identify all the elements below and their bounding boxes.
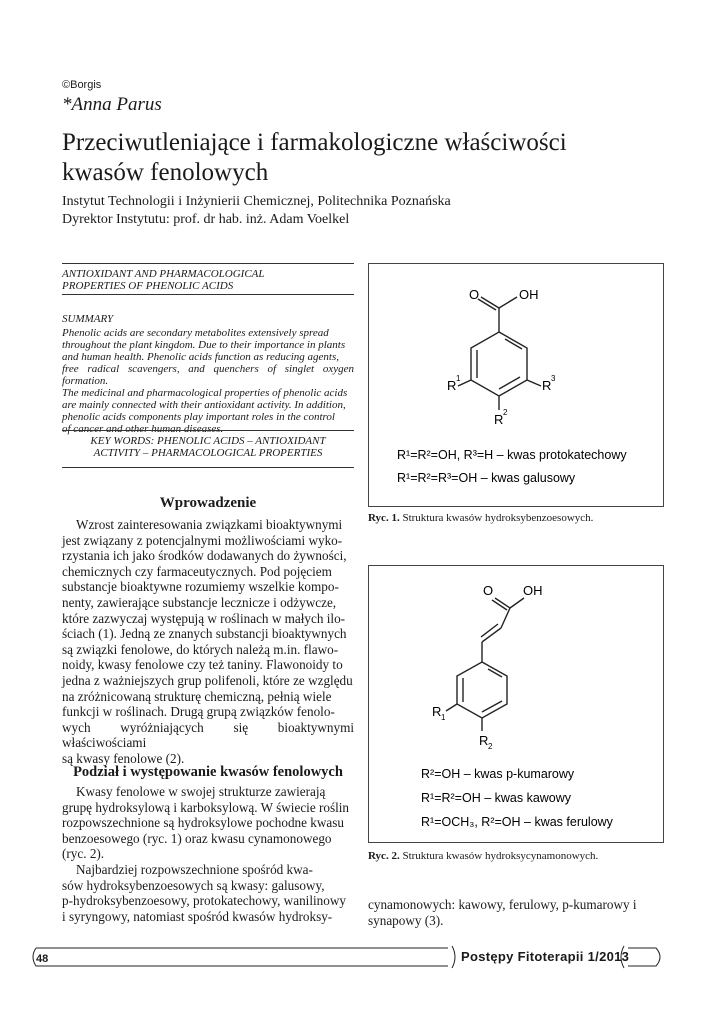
text-line: (ryc. 2). xyxy=(62,846,105,862)
section-heading-intro: Wprowadzenie xyxy=(159,495,257,511)
figure-2-caption xyxy=(368,850,598,862)
r1-label: R xyxy=(447,378,457,393)
hydroxyl-label: OH xyxy=(519,287,539,302)
intro-body xyxy=(62,517,354,767)
r2-subscript: 2 xyxy=(488,742,493,751)
legend-ferulic: R¹=OCH₃, R²=OH – kwas ferulowy xyxy=(421,815,613,829)
divider xyxy=(62,263,354,264)
text-line: noidy, kwasy fenolowe czy też taniny. Flawonoidy to xyxy=(62,657,343,673)
text-line: rzystania ich jako środków dodawanych do żywności, xyxy=(62,548,347,564)
summary-text xyxy=(62,327,354,435)
english-title xyxy=(62,268,354,292)
text-line: jest związany z potencjalnymi możliwościami wyko- xyxy=(62,532,343,548)
affiliation-line: Instytut Technologii i Inżynierii Chemicznej, Politechnika Poznańska xyxy=(62,194,451,209)
affiliation-line: Dyrektor Instytutu: prof. dr hab. inż. Adam Voelkel xyxy=(62,212,350,227)
cinnamic-acid-structure xyxy=(369,566,663,842)
text-line: Kwasy fenolowe w swojej strukturze zawierają xyxy=(76,784,326,799)
article-title xyxy=(62,128,662,188)
figure-1-caption xyxy=(368,512,593,524)
keywords xyxy=(62,435,354,459)
caption-label: Ryc. 1. xyxy=(368,512,400,524)
divider xyxy=(62,467,354,468)
caption-text: Struktura kwasów hydroksycynamonowych. xyxy=(399,850,599,862)
text-line: funkcji w roślinach. Drugą grupą związków fenolo- xyxy=(62,704,335,720)
text-line: są związki fenolowe, do których należą m.in. flawo- xyxy=(62,641,339,657)
text-line: substancje bioaktywne rozumiemy wszelkie kompo- xyxy=(62,579,339,595)
hydroxyl-label: OH xyxy=(523,583,543,598)
caption-label: Ryc. 2. xyxy=(368,850,400,862)
r2-superscript: 2 xyxy=(503,408,508,417)
text-line: cynamonowych: kawowy, ferulowy, p-kumarowy i xyxy=(368,897,637,912)
oxygen-label: O xyxy=(483,583,494,598)
divider xyxy=(62,294,354,295)
legend-p-coumaric: R²=OH – kwas p-kumarowy xyxy=(421,767,575,781)
summary-heading: SUMMARY xyxy=(62,313,114,325)
legend-caffeic: R¹=R²=OH – kwas kawowy xyxy=(421,791,572,805)
text-line: ściach (1). Jedną ze znanych substancji bioaktywnych xyxy=(62,626,347,642)
text-line: sów hydroksybenzoesowych są kwasy: galusowy, xyxy=(62,877,325,893)
text-line: and human health. Phenolic acids function as reducing agents, xyxy=(62,351,339,363)
text-line: of cancer and other human diseases. xyxy=(62,423,224,435)
keywords-line: ACTIVITY – PHARMACOLOGICAL PROPERTIES xyxy=(93,447,323,459)
r1-superscript: 1 xyxy=(456,374,461,383)
journal-name: Postępy Fitoterapii 1/2013 xyxy=(461,949,630,964)
text-line: are mainly connected with their antioxidant activity. In addition, xyxy=(62,399,346,411)
affiliation xyxy=(62,193,451,229)
right-column-text xyxy=(368,897,662,928)
text-line: które zazwyczaj występują w roślinach w małych ilo- xyxy=(62,610,346,626)
text-line: synapowy (3). xyxy=(368,912,444,928)
title-line: Przeciwutleniające i farmakologiczne właściwości xyxy=(62,129,567,156)
text-line: i syryngowy, natomiast spośród kwasów hydroksy- xyxy=(62,908,333,924)
section2-body xyxy=(62,784,354,924)
figure-2-box xyxy=(368,565,664,843)
oxygen-label: O xyxy=(469,287,480,302)
text-line: wych wyróżniających się bioaktywnymi właściwościami xyxy=(62,719,354,751)
text-line: phenolic acids components play important roles in the control xyxy=(62,411,335,423)
text-line: rozpowszechnione są hydroksylowe pochodne kwasu xyxy=(62,815,344,831)
text-line: throughout the plant kingdom. Due to their importance in plants xyxy=(62,339,346,351)
author: *Anna Parus xyxy=(62,94,162,115)
r2-label: R xyxy=(494,412,504,427)
r1-subscript: 1 xyxy=(441,713,446,722)
text-line: p-hydroksybenzoesowy, protokatechowy, wanilinowy xyxy=(62,893,346,909)
r3-label: R xyxy=(542,378,552,393)
benzoic-acid-structure xyxy=(369,264,663,506)
text-line: są kwasy fenolowe (2). xyxy=(62,750,185,766)
r3-superscript: 3 xyxy=(551,374,556,383)
text-line: Wzrost zainteresowania związkami bioaktywnymi xyxy=(76,517,343,532)
text-line: The medicinal and pharmacological properties of phenolic acids xyxy=(62,387,348,399)
text-line: na zróżnicowaną strukturę chemiczną, pełnią wiele xyxy=(62,688,332,704)
keywords-line: KEY WORDS: PHENOLIC ACIDS – ANTIOXIDANT xyxy=(90,435,326,447)
text-line: jedna z ważniejszych grup polifenoli, które ze względu xyxy=(62,672,353,688)
r1-label: R xyxy=(432,704,442,719)
text-line: Phenolic acids are secondary metabolites extensively spread xyxy=(62,327,329,339)
text-line: nenty, zawierające substancje lecznicze i odżywcze, xyxy=(62,594,337,610)
page-number: 48 xyxy=(36,953,49,965)
caption-text: Struktura kwasów hydroksybenzoesowych. xyxy=(399,512,594,524)
section-heading-occurrence: Podział i występowanie kwasów fenolowych xyxy=(73,764,343,780)
english-title-line: ANTIOXIDANT AND PHARMACOLOGICAL xyxy=(62,268,265,280)
text-line: free radical scavengers, and quenchers of singlet oxygen formation. xyxy=(62,363,354,387)
text-line: grupę hydroksylową i karboksylową. W świecie roślin xyxy=(62,799,350,815)
title-line: kwasów fenolowych xyxy=(62,159,269,186)
english-title-line: PROPERTIES OF PHENOLIC ACIDS xyxy=(62,280,234,292)
figure-1-box xyxy=(368,263,664,507)
r2-label: R xyxy=(479,733,489,748)
legend-gallic: R¹=R²=R³=OH – kwas galusowy xyxy=(397,471,576,485)
copyright: ©Borgis xyxy=(62,79,102,91)
legend-protocatechuic: R¹=R²=OH, R³=H – kwas protokatechowy xyxy=(397,448,627,462)
text-line: Najbardziej rozpowszechnione spośród kwa- xyxy=(76,861,313,877)
text-line: chemicznych czy farmaceutycznych. Pod pojęciem xyxy=(62,563,332,579)
divider xyxy=(62,430,354,431)
text-line: benzoesowego (ryc. 1) oraz kwasu cynamonowego xyxy=(62,830,332,846)
